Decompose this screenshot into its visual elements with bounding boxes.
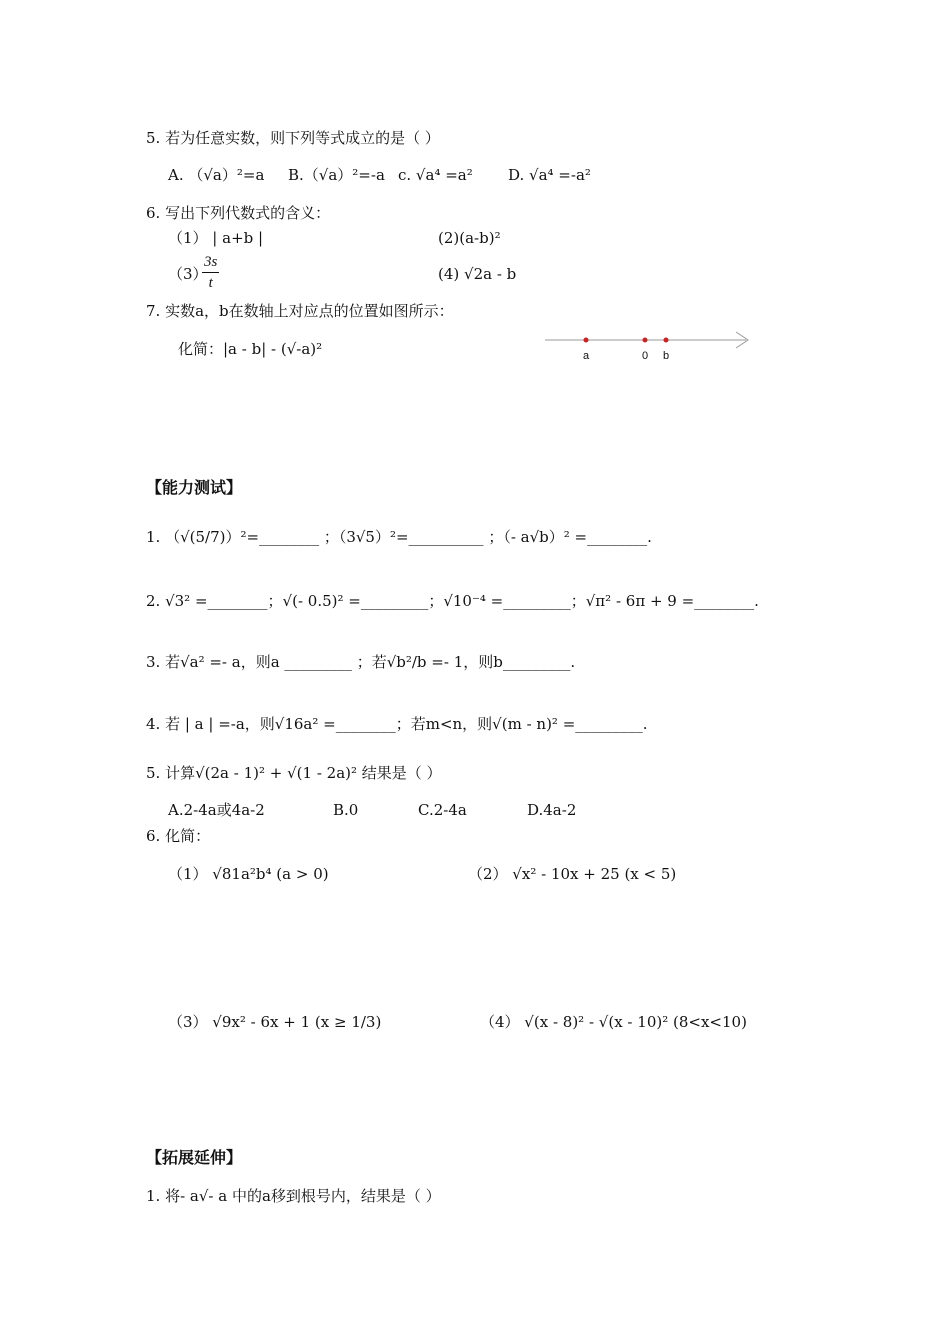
ability-q1: 1. （√(5/7)）²=________ ；（3√5）²=__________ ；（- a√b）² =________.	[146, 528, 652, 546]
q6-stem: 6. 写出下列代数式的含义：	[146, 204, 331, 222]
point-zero	[643, 338, 648, 343]
label-zero: 0	[642, 350, 649, 362]
ability-test-heading: 【能力测试】	[146, 478, 243, 497]
extension-q1: 1. 将- a√- a 中的a移到根号内，结果是（ ）	[146, 1187, 441, 1205]
label-a: a	[583, 350, 590, 362]
point-b	[664, 338, 669, 343]
number-line-diagram	[540, 326, 755, 366]
ability-q2: 2. √3² =________；√(- 0.5)² =_________；√10⁻⁴ =_________；√π² - 6π + 9 =________.	[146, 592, 759, 610]
q5-stem: 5. 若为任意实数，则下列等式成立的是（ ）	[146, 129, 440, 147]
ability-q5-option-c: C.2-4a	[418, 801, 467, 819]
q5-option-c: c. √a⁴ =a²	[398, 166, 473, 184]
q5-option-a: A. （√a）²=a	[168, 166, 265, 184]
ability-q5-option-a: A.2-4a或4a-2	[168, 801, 265, 819]
q5-option-d: D. √a⁴ =-a²	[508, 166, 591, 184]
ability-q3: 3. 若√a² =- a，则a _________ ；若√b²/b =- 1，则b_________.	[146, 653, 576, 671]
q6-item-3-label: （3）	[168, 265, 208, 283]
ability-q6-item-3: （3） √9x² - 6x + 1 (x ≥ 1/3)	[168, 1013, 382, 1031]
q6-item-3-denominator: t	[208, 275, 213, 291]
ability-q6-item-4: （4） √(x - 8)² - √(x - 10)² (8<x<10)	[480, 1013, 747, 1031]
q7-stem: 7. 实数a，b在数轴上对应点的位置如图所示：	[146, 302, 454, 320]
q6-item-3-numerator: 3s	[202, 252, 219, 273]
ability-q6-item-2: （2） √x² - 10x + 25 (x < 5)	[468, 865, 677, 883]
extension-heading: 【拓展延伸】	[146, 1148, 243, 1167]
q6-item-4: (4) √2a - b	[438, 265, 517, 283]
ability-q5-option-d: D.4a-2	[527, 801, 577, 819]
q6-item-2: (2)(a-b)²	[438, 229, 501, 247]
ability-q6-item-1: （1） √81a²b⁴ (a > 0)	[168, 865, 329, 883]
ability-q5-option-b: B.0	[333, 801, 359, 819]
ability-q4: 4. 若 | a | =-a，则√16a² =________；若m<n，则√(m - n)² =_________.	[146, 715, 648, 733]
q7-simplify: 化简：|a - b| - (√-a)²	[178, 340, 323, 358]
ability-q5-stem: 5. 计算√(2a - 1)² + √(1 - 2a)² 结果是（ ）	[146, 764, 442, 782]
q6-item-3-fraction	[202, 252, 219, 293]
q6-item-1: （1） | a+b |	[168, 229, 264, 247]
label-b: b	[663, 350, 670, 362]
ability-q6-stem: 6. 化简：	[146, 827, 211, 845]
q5-option-b: B.（√a）²=-a	[288, 166, 385, 184]
point-a	[584, 338, 589, 343]
